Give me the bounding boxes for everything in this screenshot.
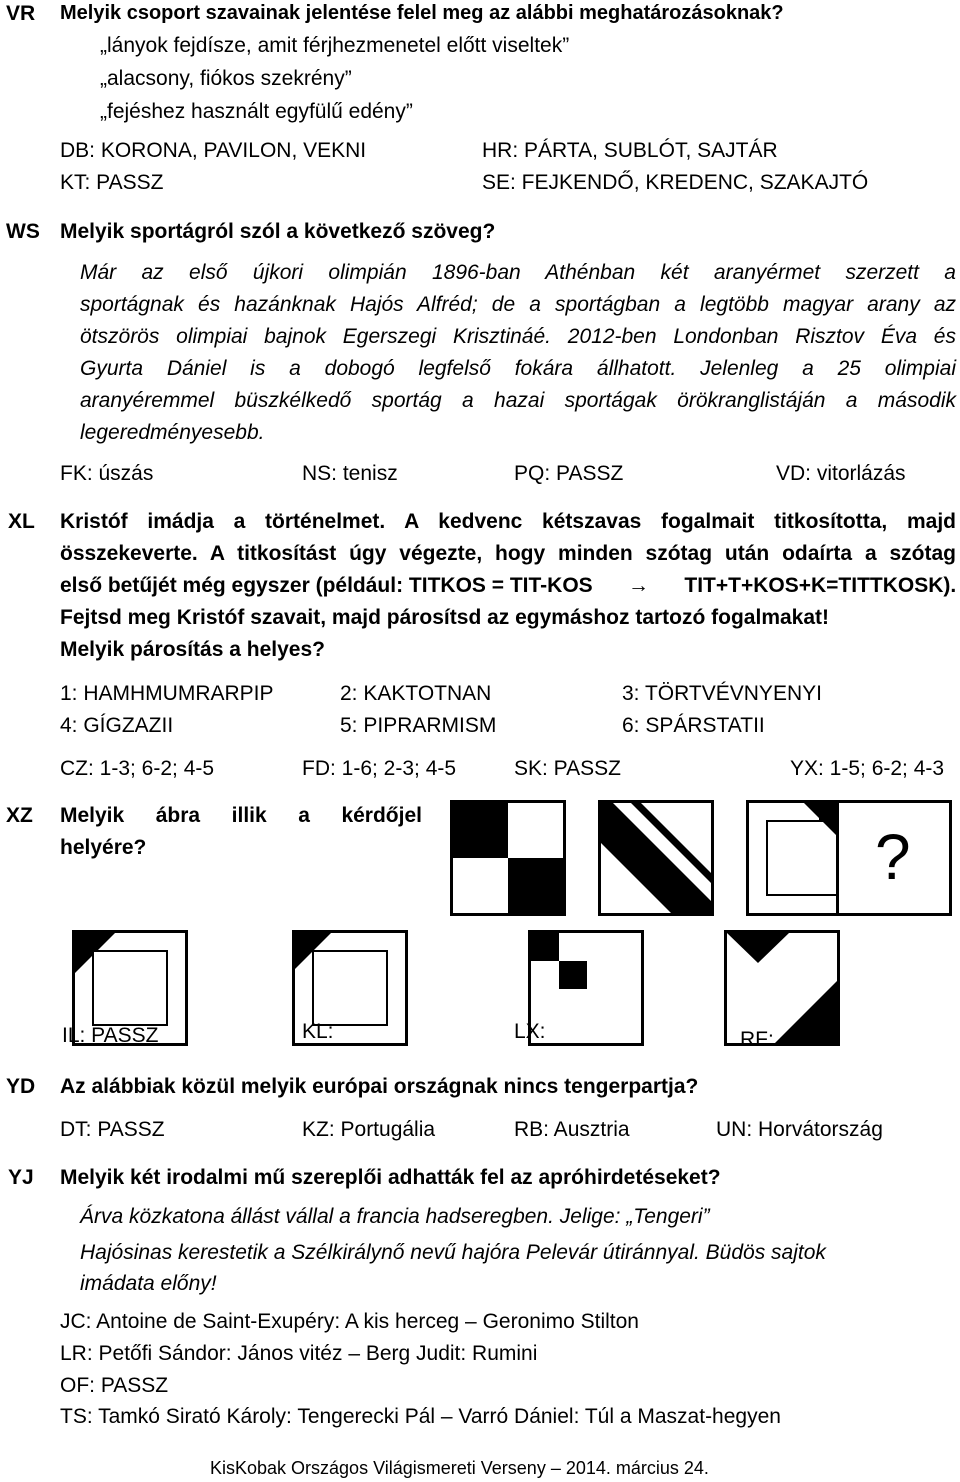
arrow-right-icon: → bbox=[628, 574, 650, 597]
answer-option[interactable]: OF: PASSZ bbox=[60, 1374, 169, 1397]
passage-line: Már az első újkori olimpián 1896-ban Athénban két aranyérmet szerzett a bbox=[80, 261, 956, 284]
definition-1: „lányok fejdísze, amit férjhezmenetel előtt viseltek” bbox=[100, 34, 570, 57]
pattern-figure-2 bbox=[598, 800, 714, 916]
answer-option[interactable]: JC: Antoine de Saint-Exupéry: A kis herceg – Geronimo Stilton bbox=[60, 1310, 639, 1333]
answer-option[interactable]: PQ: PASSZ bbox=[514, 462, 624, 485]
cipher-word: 4: GÍGZAZII bbox=[60, 714, 174, 737]
question-code-xl: XL bbox=[8, 510, 35, 533]
cipher-word: 1: HAMHMUMRARPIP bbox=[60, 682, 274, 705]
answer-option[interactable]: LX: bbox=[514, 1020, 546, 1043]
answer-option[interactable]: RF: bbox=[740, 1028, 774, 1051]
answer-option[interactable]: LR: Petőfi Sándor: János vitéz – Berg Judit: Rumini bbox=[60, 1342, 538, 1365]
question-code-ws: WS bbox=[6, 220, 40, 243]
question-vr: Melyik csoport szavainak jelentése felel meg az alábbi meghatározásoknak? bbox=[60, 2, 784, 24]
page-footer: KisKobak Országos Világismereti Verseny – 2014. március 24. bbox=[210, 1458, 709, 1478]
question-xl-line: Melyik párosítás a helyes? bbox=[60, 638, 325, 661]
answer-option[interactable]: KZ: Portugália bbox=[302, 1118, 436, 1141]
answer-option[interactable]: NS: tenisz bbox=[302, 462, 398, 485]
question-xz-line1: Melyik ábra illik a kérdőjel bbox=[60, 804, 422, 827]
cipher-word: 2: KAKTOTNAN bbox=[340, 682, 492, 705]
answer-option[interactable]: UN: Horvátország bbox=[716, 1118, 883, 1141]
answer-option[interactable]: RB: Ausztria bbox=[514, 1118, 630, 1141]
ad-text-1: Árva közkatona állást vállal a francia hadseregben. Jelige: „Tengeri” bbox=[80, 1205, 710, 1228]
passage-line: legeredményesebb. bbox=[80, 421, 265, 444]
question-xl-line: Fejtsd meg Kristóf szavait, majd párosítsd az egymáshoz tartozó fogalmakat! bbox=[60, 606, 830, 629]
question-ws: Melyik sportágról szól a következő szöveg? bbox=[60, 220, 496, 243]
question-xz-line2: helyére? bbox=[60, 836, 147, 859]
answer-option[interactable]: TS: Tamkó Sirató Károly: Tengerecki Pál – Varró Dániel: Túl a Maszat-hegyen bbox=[60, 1405, 781, 1428]
question-xl-line: Kristóf imádja a történelmet. A kedvenc kétszavas fogalmait titkosította, majd bbox=[60, 510, 956, 533]
question-code-vr: VR bbox=[6, 2, 36, 25]
answer-option[interactable]: SE: FEJKENDŐ, KREDENC, SZAKAJTÓ bbox=[482, 171, 869, 194]
passage-line: Gyurta Dániel is a dobogó legfelső fokára állhatott. Jelenleg a 25 olimpiai bbox=[80, 357, 956, 380]
example-line bbox=[60, 574, 956, 598]
answer-option[interactable]: VD: vitorlázás bbox=[776, 462, 906, 485]
cipher-word: 6: SPÁRSTATII bbox=[622, 714, 765, 737]
passage-line: aranyéremmel büszkélkedő sportág a hazai sportágak örökranglistáján a második bbox=[80, 389, 956, 412]
answer-option[interactable]: SK: PASSZ bbox=[514, 757, 621, 780]
answer-option[interactable]: KL: bbox=[302, 1020, 334, 1043]
answer-option[interactable]: DB: KORONA, PAVILON, VEKNI bbox=[60, 139, 367, 162]
missing-figure-box bbox=[836, 800, 952, 916]
example-right: TIT+T+KOS+K=TITTKOSK). bbox=[684, 574, 957, 597]
ad-text-2-line1: Hajósinas kerestetik a Szélkirálynő nevű hajóra Pelevár útiránnyal. Büdös sajtok bbox=[80, 1241, 826, 1264]
cipher-word: 3: TÖRTVÉVNYENYI bbox=[622, 682, 822, 705]
answer-option[interactable]: YX: 1-5; 6-2; 4-3 bbox=[790, 757, 945, 780]
passage-line: sportágnak és hazánknak Hajós Alfréd; de a sportágban a legtöbb magyar arany az bbox=[80, 293, 956, 316]
answer-option[interactable]: DT: PASSZ bbox=[60, 1118, 165, 1141]
answer-option[interactable]: FK: úszás bbox=[60, 462, 154, 485]
question-code-xz: XZ bbox=[6, 804, 33, 827]
question-yj: Melyik két irodalmi mű szereplői adhatták fel az apróhirdetéseket? bbox=[60, 1166, 721, 1189]
answer-option[interactable]: KT: PASSZ bbox=[60, 171, 164, 194]
question-code-yj: YJ bbox=[8, 1166, 34, 1189]
answer-option[interactable]: CZ: 1-3; 6-2; 4-5 bbox=[60, 757, 215, 780]
cipher-word: 5: PIPRARMISM bbox=[340, 714, 497, 737]
question-xl-line: összekeverte. A titkosítást úgy végezte, hogy minden szótag után odaírta a szótag bbox=[60, 542, 956, 565]
question-code-yd: YD bbox=[6, 1075, 36, 1098]
answer-option[interactable]: IL: PASSZ bbox=[62, 1024, 159, 1047]
question-yd: Az alábbiak közül melyik európai országnak nincs tengerpartja? bbox=[60, 1075, 699, 1098]
answer-option[interactable]: FD: 1-6; 2-3; 4-5 bbox=[302, 757, 457, 780]
ad-text-2-line2: imádata előny! bbox=[80, 1272, 217, 1295]
pattern-figure-1 bbox=[450, 800, 566, 916]
definition-3: „fejéshez használt egyfülű edény” bbox=[100, 100, 413, 123]
definition-2: „alacsony, fiókos szekrény” bbox=[100, 67, 352, 90]
passage-line: ötszörös olimpiai bajnok Egerszegi Krisztináé. 2012-ben Londonban Risztov Éva és bbox=[80, 325, 956, 348]
answer-option[interactable]: HR: PÁRTA, SUBLÓT, SAJTÁR bbox=[482, 139, 778, 162]
example-left: első betűjét még egyszer (például: TITKOS = TIT-KOS bbox=[60, 574, 593, 597]
question-mark-icon: ? bbox=[875, 821, 911, 893]
